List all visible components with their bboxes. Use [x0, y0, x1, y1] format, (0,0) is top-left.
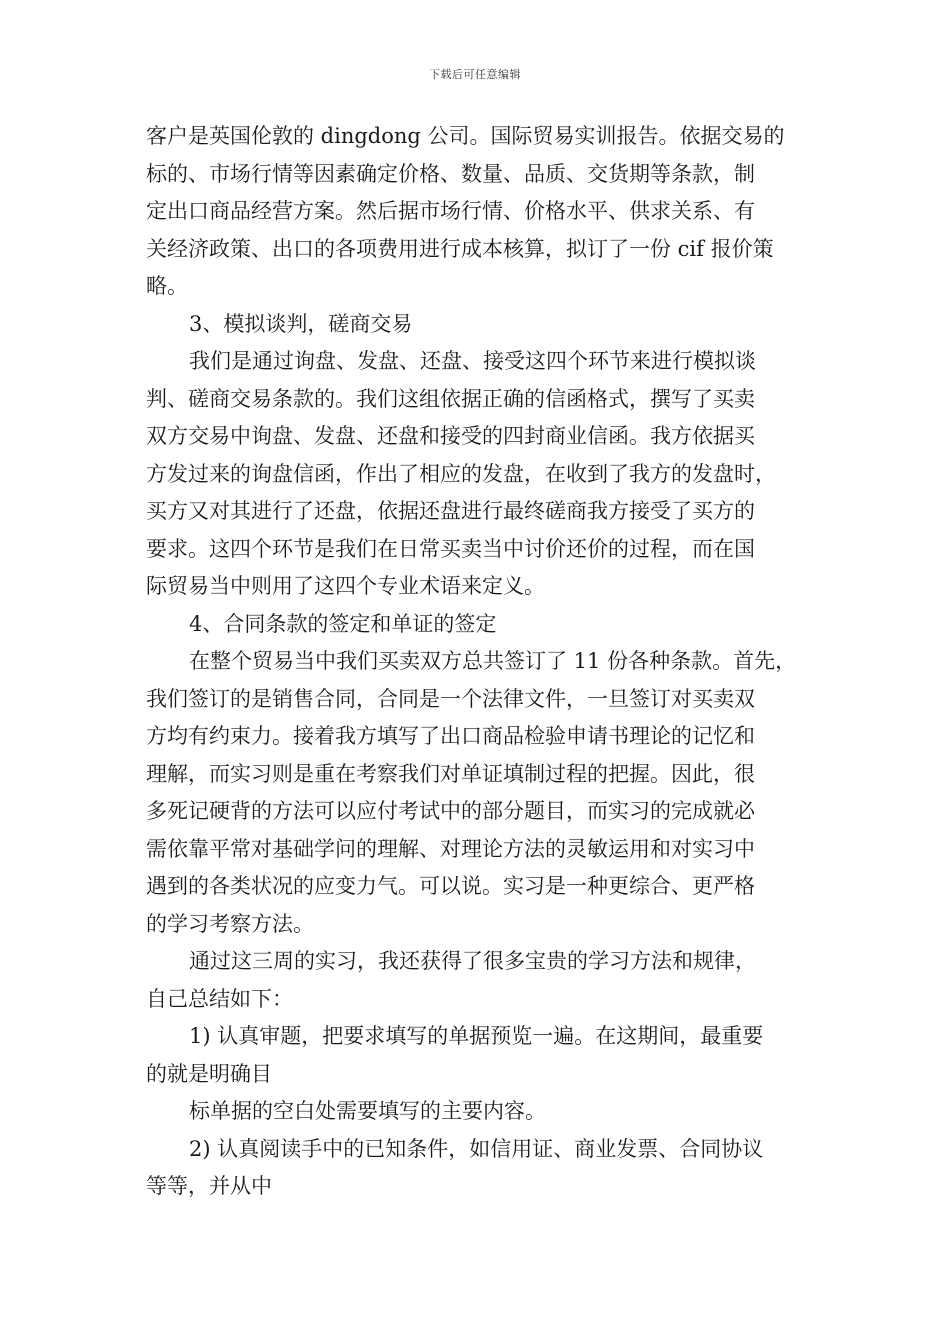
text-line: 多死记硬背的方法可以应付考试中的部分题目，而实习的完成就必	[146, 799, 755, 823]
text-line: 标的、市场行情等因素确定价格、数量、品质、交货期等条款，制	[146, 161, 755, 186]
text-line: 关经济政策、出口的各项费用进行成本核算，拟订了一份 cif 报价策	[146, 236, 774, 261]
text-line: 客户是英国伦敦的 dingdong 公司。国际贸易实训报告。依据交易的	[146, 124, 785, 148]
text-line: 在整个贸易当中我们买卖双方总共签订了 11 份各种条款。首先，	[189, 649, 797, 673]
text-line: 要求。这四个环节是我们在日常买卖当中讨价还价的过程，而在国	[146, 536, 755, 561]
text-line: 自己总结如下：	[146, 986, 293, 1011]
text-line: 我们签订的是销售合同，合同是一个法律文件，一旦签订对买卖双	[146, 686, 755, 711]
text-line: 1) 认真审题，把要求填写的单据预览一遍。在这期间，最重要	[189, 1024, 764, 1048]
text-line: 的学习考察方法。	[146, 911, 314, 936]
text-line: 双方交易中询盘、发盘、还盘和接受的四封商业信函。我方依据买	[146, 424, 755, 448]
page-header: 下载后可任意编辑	[429, 68, 521, 81]
text-line: 标单据的空白处需要填写的主要内容。	[189, 1099, 546, 1123]
text-line: 3、模拟谈判，磋商交易	[189, 311, 413, 336]
text-line: 略。	[146, 274, 188, 298]
text-line: 通过这三周的实习，我还获得了很多宝贵的学习方法和规律，	[189, 949, 756, 973]
text-line: 方发过来的询盘信函，作出了相应的发盘，在收到了我方的发盘时，	[146, 461, 776, 486]
text-line: 4、合同条款的签定和单证的签定	[189, 611, 497, 636]
text-line: 判、磋商交易条款的。我们这组依据正确的信函格式，撰写了买卖	[146, 386, 755, 411]
text-line: 2) 认真阅读手中的已知条件，如信用证、商业发票、合同协议	[189, 1136, 764, 1161]
text-line: 等等，并从中	[146, 1174, 272, 1198]
text-line: 买方又对其进行了还盘，依据还盘进行最终磋商我方接受了买方的	[146, 499, 755, 523]
text-line: 方均有约束力。接着我方填写了出口商品检验申请书理论的记忆和	[146, 724, 755, 748]
text-line: 定出口商品经营方案。然后据市场行情、价格水平、供求关系、有	[146, 199, 755, 223]
text-line: 理解，而实习则是重在考察我们对单证填制过程的把握。因此，很	[146, 761, 755, 786]
text-line: 需依靠平常对基础学问的理解、对理论方法的灵敏运用和对实习中	[146, 836, 755, 861]
text-line: 遇到的各类状况的应变力气。可以说。实习是一种更综合、更严格	[146, 874, 755, 898]
text-line: 际贸易当中则用了这四个专业术语来定义。	[146, 574, 545, 598]
document-body	[146, 118, 826, 1206]
text-line: 我们是通过询盘、发盘、还盘、接受这四个环节来进行模拟谈	[189, 349, 756, 373]
text-line: 的就是明确目	[146, 1061, 272, 1086]
